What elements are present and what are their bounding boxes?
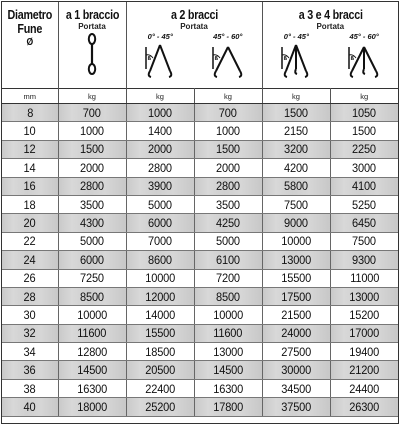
table-row [2,324,398,342]
capacity-cell [194,269,262,287]
cell-value: 10000 [213,307,243,322]
cell-value: 34 [23,344,36,359]
capacity-cell [194,195,262,213]
capacity-cell [58,195,126,213]
three-leg-angle-a: 0° - 45° [283,32,309,41]
svg-text:ß: ß [147,56,152,62]
cell-value: 4100 [352,179,377,194]
capacity-cell [58,343,126,361]
cell-value: 6000 [80,252,104,267]
capacity-cell [194,232,262,250]
cell-value: 5000 [148,197,172,212]
cell-value: 18 [23,197,36,212]
cell-value: 24400 [349,381,380,396]
diameter-cell [2,398,58,416]
diameter-cell [2,251,58,269]
two-leg-angle-b: 45° - 60° [213,32,243,41]
cell-value: 8600 [148,252,172,267]
two-leg-angle-a: 0° - 45° [147,32,173,41]
table-row [2,104,398,122]
table-row [2,343,398,361]
header-two-leg-sub: Portata [180,22,208,31]
cell-value: 40 [23,399,36,414]
table-row [2,195,398,213]
multi-leg-sling-icon-a [276,41,316,81]
cell-value: 2800 [216,179,240,194]
diameter-cell [2,287,58,305]
cell-value: 15500 [281,271,311,286]
capacity-cell [262,269,330,287]
capacity-cell [194,398,262,416]
cell-value: 18500 [145,344,175,359]
svg-text:ß: ß [214,56,218,62]
capacity-cell [330,379,398,397]
cell-value: 1000 [80,124,104,139]
cell-value: 14000 [145,307,175,322]
svg-text:ß: ß [350,56,355,62]
capacity-cell [262,195,330,213]
header-one-leg-title: a 1 braccio [65,8,119,22]
cell-value: 10000 [145,271,175,286]
cell-value: 9300 [352,252,377,267]
capacity-cell [330,287,398,305]
capacity-cell [126,379,194,397]
capacity-cell [262,343,330,361]
cell-value: 30000 [281,363,311,378]
capacity-cell [58,140,126,158]
capacity-cell [262,214,330,232]
capacity-cell [194,361,262,379]
capacity-cell [330,361,398,379]
cell-value: 16300 [213,381,243,396]
capacity-cell [194,287,262,305]
header-one-leg [58,2,126,89]
diameter-cell [2,159,58,177]
cell-value: 10000 [77,307,107,322]
capacity-cell [126,306,194,324]
capacity-cell [126,140,194,158]
capacity-cell [194,177,262,195]
cell-value: 24 [23,252,36,267]
capacity-cell [330,159,398,177]
capacity-cell [126,287,194,305]
diameter-cell [2,379,58,397]
diameter-cell [2,361,58,379]
capacity-cell [330,324,398,342]
cell-value: 24000 [281,326,311,341]
capacity-cell [126,214,194,232]
cell-value: 12 [23,142,36,157]
diameter-cell [2,177,58,195]
cell-value: 1050 [352,105,377,120]
capacity-cell [262,140,330,158]
cell-value: 17000 [349,326,380,341]
cell-value: 3200 [284,142,308,157]
header-three-four-leg-title: a 3 e 4 bracci [298,8,363,22]
capacity-cell [262,159,330,177]
unit-cell: mm [2,89,58,104]
capacity-cell [126,104,194,122]
capacity-cell [126,343,194,361]
cell-value: 36 [23,363,36,378]
capacity-cell [58,269,126,287]
units-row [2,89,398,104]
capacity-cell [194,159,262,177]
cell-value: 7000 [148,234,172,249]
cell-value: 20500 [145,363,175,378]
load-table-sheet [1,1,399,424]
cell-value: 4300 [80,216,104,231]
cell-value: 7500 [284,197,308,212]
capacity-cell [194,140,262,158]
capacity-cell [58,324,126,342]
capacity-cell [194,214,262,232]
cell-value: 4200 [284,160,308,175]
capacity-cell [58,122,126,140]
cell-value: 5000 [80,234,104,249]
cell-value: 1500 [284,105,308,120]
diameter-cell [2,104,58,122]
unit-cell: kg [194,89,262,104]
capacity-cell [126,122,194,140]
capacity-cell [330,269,398,287]
cell-value: 34500 [281,381,311,396]
capacity-cell [58,361,126,379]
capacity-cell [330,104,398,122]
table-row [2,269,398,287]
capacity-cell [126,361,194,379]
table-row [2,398,398,416]
cell-value: 700 [83,105,101,120]
cell-value: 3000 [352,160,377,175]
cell-value: 8 [26,105,33,120]
capacity-cell [126,269,194,287]
header-two-leg-title: a 2 bracci [170,8,218,22]
cell-value: 22400 [145,381,175,396]
cell-value: 6450 [352,216,377,231]
cell-value: 13000 [281,252,311,267]
diameter-cell [2,140,58,158]
cell-value: 3500 [216,197,240,212]
capacity-cell [262,251,330,269]
cell-value: 21500 [281,307,311,322]
header-diameter-symbol: Ø [26,37,33,48]
cell-value: 12800 [77,344,107,359]
unit-cell: kg [330,89,398,104]
capacity-cell [262,324,330,342]
diameter-cell [2,269,58,287]
cell-value: 25200 [145,399,175,414]
table-row [2,159,398,177]
capacity-cell [330,343,398,361]
single-leg-sling-icon [80,32,104,78]
capacity-cell [262,287,330,305]
unit-cell: kg [262,89,330,104]
cell-value: 2000 [80,160,104,175]
diameter-cell [2,214,58,232]
table-row [2,251,398,269]
capacity-cell [262,361,330,379]
capacity-cell [58,306,126,324]
diameter-cell [2,306,58,324]
cell-value: 10000 [281,234,311,249]
capacity-cell [58,177,126,195]
capacity-cell [126,195,194,213]
unit-cell: kg [126,89,194,104]
header-diameter [2,2,58,89]
capacity-cell [330,122,398,140]
cell-value: 32 [23,326,36,341]
header-diameter-line1: Diametro [7,8,53,22]
capacity-cell [330,251,398,269]
unit-cell: kg [58,89,126,104]
cell-value: 700 [219,105,237,120]
capacity-cell [126,324,194,342]
capacity-cell [330,232,398,250]
cell-value: 9000 [284,216,308,231]
cell-value: 2000 [216,160,240,175]
cell-value: 30 [23,307,36,322]
cell-value: 11600 [77,326,107,341]
capacity-cell [126,177,194,195]
cell-value: 14500 [213,363,243,378]
capacity-cell [262,122,330,140]
capacity-cell [58,287,126,305]
cell-value: 2000 [148,142,172,157]
capacity-cell [194,122,262,140]
capacity-cell [58,214,126,232]
cell-value: 8500 [216,289,240,304]
table-row [2,306,398,324]
cell-value: 11600 [213,326,243,341]
cell-value: 3500 [80,197,104,212]
cell-value: 14500 [77,363,107,378]
capacity-cell [262,104,330,122]
cell-value: 7500 [352,234,377,249]
capacity-cell [58,104,126,122]
capacity-cell [58,379,126,397]
cell-value: 5800 [284,179,308,194]
diameter-cell [2,122,58,140]
capacity-cell [58,159,126,177]
cell-value: 13000 [349,289,380,304]
capacity-cell [262,398,330,416]
cell-value: 4250 [216,216,240,231]
capacity-cell [58,232,126,250]
cell-value: 10 [23,124,36,139]
table-row [2,379,398,397]
cell-value: 13000 [213,344,243,359]
capacity-cell [126,232,194,250]
cell-value: 5250 [352,197,377,212]
capacity-cell [126,251,194,269]
cell-value: 1000 [216,124,240,139]
capacity-cell [262,306,330,324]
capacity-cell [126,159,194,177]
table-row [2,214,398,232]
capacity-cell [58,251,126,269]
diameter-cell [2,343,58,361]
cell-value: 3900 [148,179,172,194]
capacity-cell [194,104,262,122]
diameter-cell [2,232,58,250]
cell-value: 20 [23,216,36,231]
header-two-leg [126,2,262,89]
header-three-four-leg [262,2,398,89]
load-capacity-table [2,2,398,417]
capacity-cell [194,251,262,269]
cell-value: 15200 [349,307,380,322]
cell-value: 2150 [284,124,308,139]
capacity-cell [330,177,398,195]
cell-value: 2800 [148,160,172,175]
header-one-leg-sub: Portata [78,22,106,31]
cell-value: 17500 [281,289,311,304]
diameter-cell [2,195,58,213]
cell-value: 1500 [80,142,104,157]
three-leg-angle-b: 45° - 60° [349,32,379,41]
cell-value: 5000 [216,234,240,249]
capacity-cell [330,214,398,232]
multi-leg-sling-icon-b [344,41,384,81]
capacity-cell [262,379,330,397]
cell-value: 27500 [281,344,311,359]
capacity-cell [58,398,126,416]
svg-text:ß: ß [283,56,288,62]
cell-value: 16 [23,179,36,194]
cell-value: 2800 [80,179,104,194]
capacity-cell [330,306,398,324]
cell-value: 11000 [349,271,379,286]
cell-value: 1500 [216,142,240,157]
capacity-cell [194,379,262,397]
capacity-cell [262,177,330,195]
cell-value: 26 [23,271,36,286]
cell-value: 7250 [80,271,104,286]
diameter-cell [2,324,58,342]
cell-value: 37500 [281,399,311,414]
capacity-cell [262,232,330,250]
capacity-cell [194,324,262,342]
cell-value: 26300 [349,399,380,414]
capacity-cell [330,140,398,158]
capacity-cell [194,306,262,324]
cell-value: 19400 [349,344,380,359]
cell-value: 6000 [148,216,172,231]
capacity-cell [330,398,398,416]
table-row [2,177,398,195]
header-three-four-leg-sub: Portata [316,22,345,31]
table-row [2,232,398,250]
table-row [2,361,398,379]
table-row [2,140,398,158]
cell-value: 14 [23,160,36,175]
table-body [2,104,398,417]
cell-value: 8500 [80,289,104,304]
cell-value: 28 [23,289,36,304]
cell-value: 1500 [352,124,377,139]
table-row [2,287,398,305]
cell-value: 12000 [145,289,175,304]
capacity-cell [330,195,398,213]
header-diameter-line2: Fune [17,22,43,36]
table-row [2,122,398,140]
two-leg-sling-icon-a [140,41,180,81]
capacity-cell [194,343,262,361]
capacity-cell [126,398,194,416]
two-leg-sling-icon-b [208,41,248,81]
cell-value: 38 [23,381,36,396]
cell-value: 1000 [148,105,172,120]
cell-value: 17800 [213,399,243,414]
cell-value: 21200 [349,363,380,378]
cell-value: 1400 [148,124,172,139]
cell-value: 18000 [77,399,107,414]
cell-value: 2250 [352,142,377,157]
cell-value: 6100 [216,252,240,267]
cell-value: 15500 [145,326,175,341]
cell-value: 7200 [216,271,240,286]
cell-value: 16300 [77,381,107,396]
cell-value: 22 [23,234,36,249]
